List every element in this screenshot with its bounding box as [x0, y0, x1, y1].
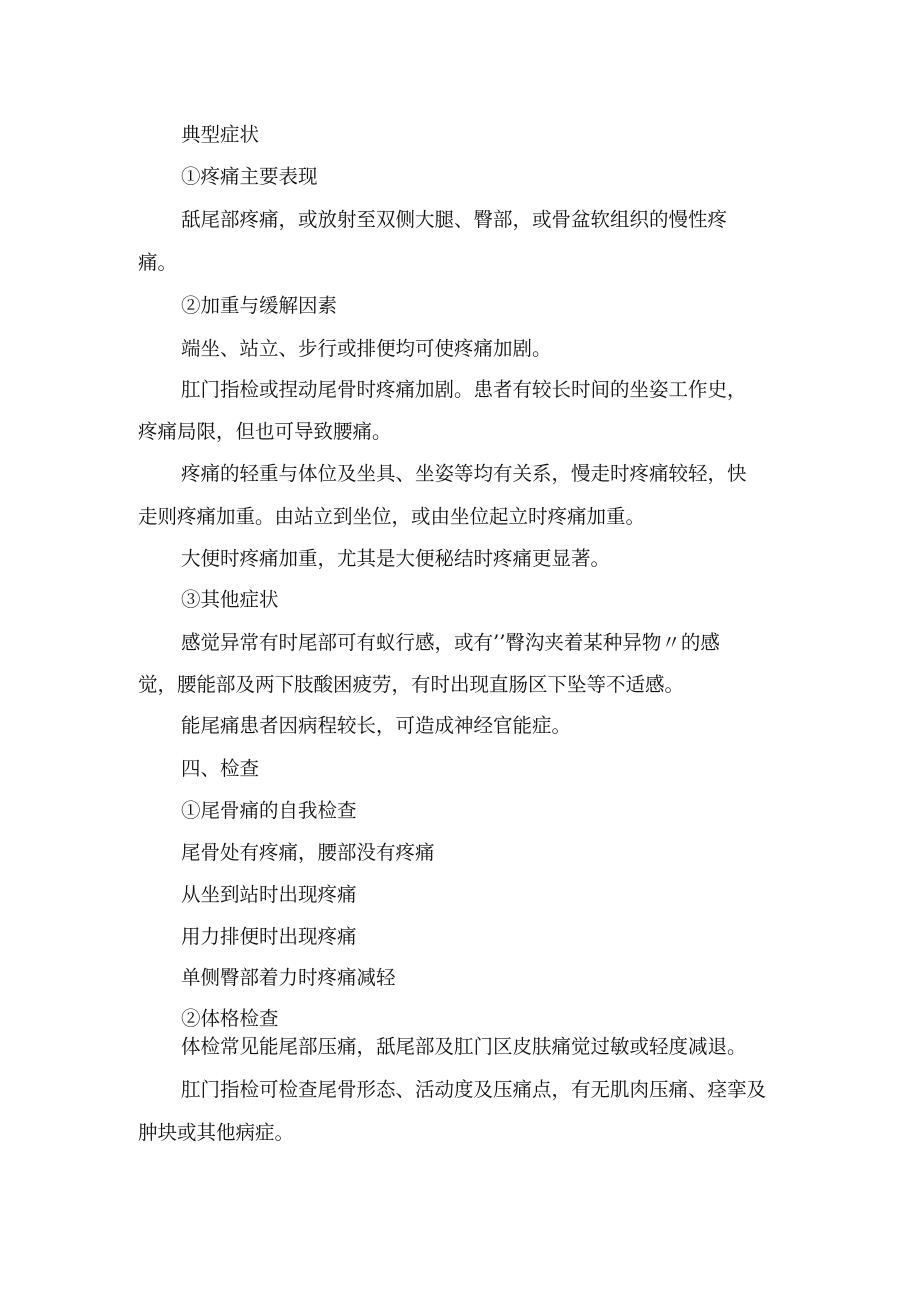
paragraph-line: 疼痛的轻重与体位及坐具、坐姿等均有关系，慢走时疼痛较轻，快: [181, 462, 747, 485]
subheading-other-symptoms: ③其他症状: [181, 588, 279, 611]
list-item: 单侧臀部着力时疼痛减轻: [181, 966, 396, 989]
subheading-pain-manifestation: ①疼痛主要表现: [181, 165, 318, 188]
paragraph-line: 觉，腰能部及两下肢酸困疲劳，有时出现直肠区下坠等不适感。: [138, 673, 685, 696]
subheading-aggravating-factors: ②加重与缓解因素: [181, 294, 338, 317]
paragraph-line: 端坐、站立、步行或排便均可使疼痛加剧。: [181, 337, 552, 360]
paragraph-line: 疼痛局限，但也可导致腰痛。: [138, 420, 392, 443]
paragraph-line: 大便时疼痛加重，尤其是大便秘结时疼痛更显著。: [181, 547, 611, 570]
paragraph-line: 痛。: [138, 251, 178, 274]
list-item: 从坐到站时出现疼痛: [181, 883, 357, 906]
paragraph-line: 肿块或其他病症。: [138, 1121, 295, 1144]
subheading-physical-examination: ②体格检查: [181, 1007, 279, 1030]
paragraph-line: 肛门指检或捏动尾骨时疼痛加剧。患者有较长时间的坐姿工作史，: [181, 378, 747, 401]
list-item: 尾骨处有疼痛，腰部没有疼痛: [181, 841, 435, 864]
heading-typical-symptoms: 典型症状: [181, 123, 260, 146]
paragraph-line: 体检常见能尾部压痛，舐尾部及肛门区皮肤痛觉过敏或轻度减退。: [181, 1035, 747, 1058]
section-heading-examination: 四、检查: [181, 757, 260, 780]
paragraph-line: 走则疼痛加重。由站立到坐位，或由坐位起立时疼痛加重。: [138, 505, 646, 528]
list-item: 用力排便时出现疼痛: [181, 925, 357, 948]
paragraph-line: 肛门指检可检查尾骨形态、活动度及压痛点，有无肌肉压痛、痉挛及: [181, 1078, 767, 1101]
paragraph-line: 感觉异常有时尾部可有蚁行感，或有’’臀沟夹着某种异物〃的感: [181, 631, 720, 654]
paragraph-line: 能尾痛患者因病程较长，可造成神经官能症。: [181, 714, 572, 737]
paragraph-line: 舐尾部疼痛，或放射至双侧大腿、臀部，或骨盆软组织的慢性疼: [181, 208, 728, 231]
subheading-self-examination: ①尾骨痛的自我检查: [181, 799, 357, 822]
